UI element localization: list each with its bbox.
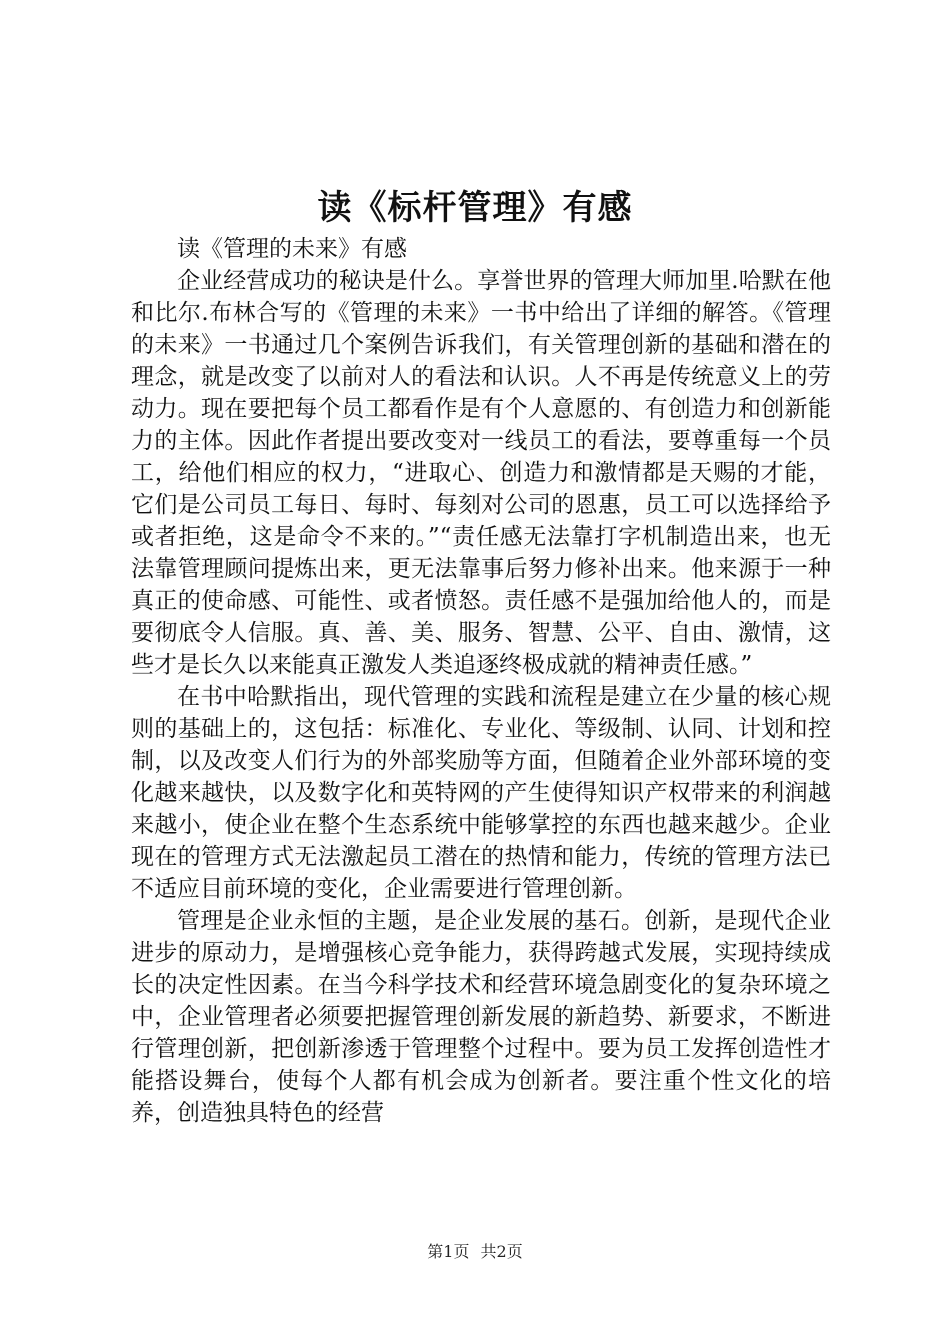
paragraph-subtitle: 读《管理的未来》有感 bbox=[177, 236, 407, 262]
page-footer bbox=[0, 1240, 950, 1264]
document-title: 读《标杆管理》有感 bbox=[317, 188, 633, 228]
page-number: 第1页 bbox=[427, 1242, 470, 1261]
paragraph-3: 管理是企业永恒的主题，是企业发展的基石。创新，是现代企业进步的原动力，是增强核心竞争能力，获得跨越式发展，实现持续成长的决定性因素。在当今科学技术和经营环境急剧变化的复杂环境之中，企业管理者必须要把握管理创新发展的新趋势、新要求，不断进行管理创新，把创新渗透于管理整个过程中。要为员工发挥创造性才能搭设舞台，使每个人都有机会成为创新者。要注重个性文化的培养，创造独具特色的经营 bbox=[131, 908, 831, 1126]
document-body bbox=[131, 233, 831, 1129]
page-total: 共2页 bbox=[480, 1242, 523, 1261]
paragraph-2: 在书中哈默指出，现代管理的实践和流程是建立在少量的核心规则的基础上的，这包括：标准化、专业化、等级制、认同、计划和控制，以及改变人们行为的外部奖励等方面，但随着企业外部环境的变化越来越快，以及数字化和英特网的产生使得知识产权带来的利润越来越小，使企业在整个生态系统中能够掌控的东西也越来越少。企业现在的管理方式无法激起员工潜在的热情和能力，传统的管理方法已不适应目前环境的变化，企业需要进行管理创新。 bbox=[131, 684, 831, 902]
paragraph-1: 企业经营成功的秘诀是什么。享誉世界的管理大师加里.哈默在他和比尔.布林合写的《管理的未来》一书中给出了详细的解答。《管理的未来》一书通过几个案例告诉我们，有关管理创新的基础和潜在的理念，就是改变了以前对人的看法和认识。人不再是传统意义上的劳动力。现在要把每个员工都看作是有个人意愿的、有创造力和创新能力的主体。因此作者提出要改变对一线员工的看法，要尊重每一个员工，给他们相应的权力，“进取心、创造力和激情都是天赐的才能，它们是公司员工每日、每时、每刻对公司的恩惠，员工可以选择给予或者拒绝，这是命令不来的。”“责任感无法靠打字机制造出来，也无法靠管理顾问提炼出来，更无法靠事后努力修补出来。他来源于一种真正的使命感、可能性、或者愤怒。责任感不是强加给他人的，而是要彻底令人信服。真、善、美、服务、智慧、公平、自由、激情，这些才是长久以来能真正激发人类追逐终极成就的精神责任感。” bbox=[131, 268, 831, 678]
